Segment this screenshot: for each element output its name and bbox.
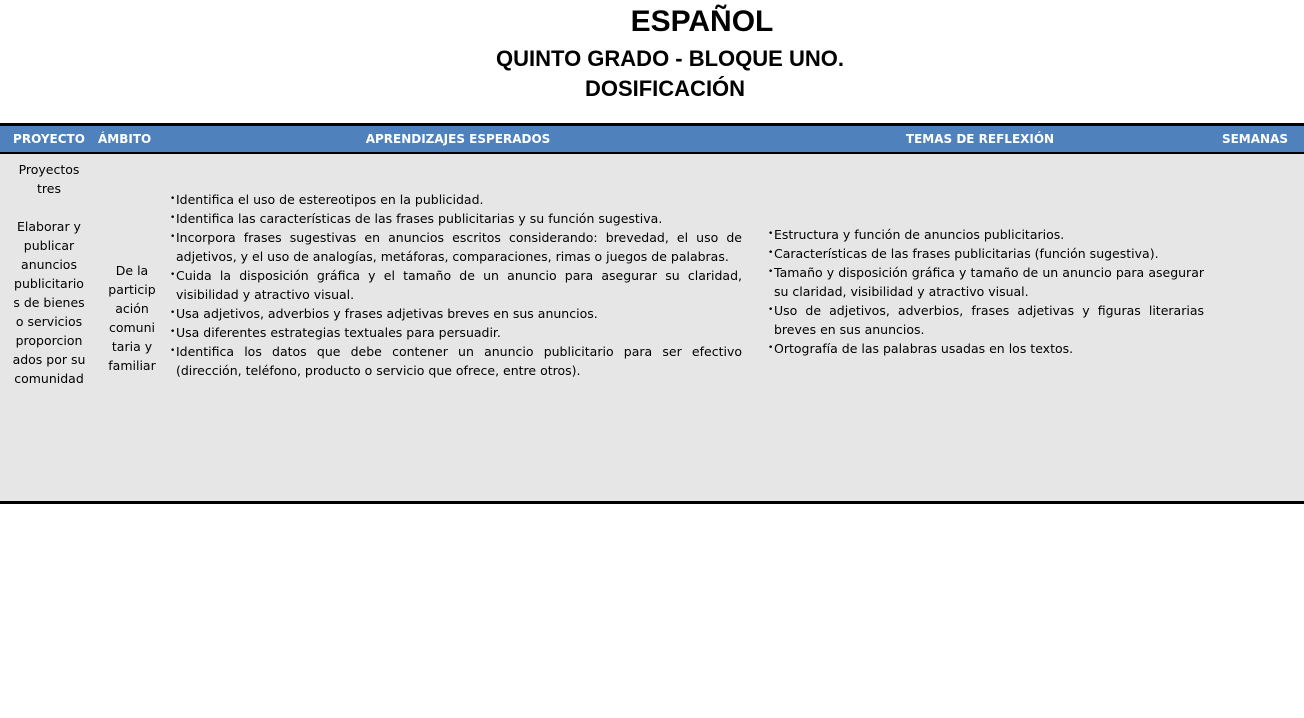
header-aprendizajes: APRENDIZAJES ESPERADOS [166,125,750,154]
cell-proyecto [0,153,98,503]
page-subtitle-2: DOSIFICACIÓN [584,76,746,101]
header-proyecto: PROYECTO [0,125,98,154]
proyecto-line: ados por su [12,352,86,367]
proyecto-line: Proyectos [18,162,80,177]
table-row [0,153,1304,503]
proyecto-line: publicitario [14,276,84,291]
ambito-line: familiar [108,357,156,373]
list-item: • Tamaño y disposición gráfica y tamaño de un anuncio para asegurar su claridad, visibilidad y atractivo visual. [768,263,1204,301]
table-header-row [0,125,1304,154]
header-temas: TEMAS DE REFLEXIÓN [750,125,1210,154]
proyecto-line: o servicios [15,314,83,329]
list-item: • Identifica las características de las frases publicitarias y su función sugestiva. [170,209,742,228]
header-semanas: SEMANAS [1210,125,1304,154]
temas-list [768,225,1204,358]
proyecto-line: comunidad [14,371,84,386]
cell-temas [750,153,1304,503]
page-subtitle: QUINTO GRADO - BLOQUE UNO. [496,46,844,71]
proyecto-line: proporcion [15,333,83,348]
page-title: ESPAÑOL [630,5,774,38]
proyecto-line: publicar [23,238,75,253]
list-item: • Uso de adjetivos, adverbios, frases adjetivas y figuras literarias breves en sus anuncios. [768,301,1204,339]
proyecto-line: s de bienes [13,295,85,310]
list-item: • Estructura y función de anuncios publicitarios. [768,225,1204,244]
cell-ambito [98,153,166,503]
list-item: • Cuida la disposición gráfica y el tamaño de un anuncio para asegurar su claridad, visibilidad y atractivo visual. [170,266,742,304]
list-item: • Ortografía de las palabras usadas en los textos. [768,339,1204,358]
list-item: • Identifica el uso de estereotipos en la publicidad. [170,190,742,209]
list-item: • Identifica los datos que debe contener un anuncio publicitario para ser efectivo (dirección, teléfono, producto o servicio que ofrece, entre otros). [170,342,742,380]
aprendizajes-list [170,190,742,380]
list-item: • Incorpora frases sugestivas en anuncios escritos considerando: brevedad, el uso de adjetivos, y el uso de analogías, metáforas, comparaciones, rimas o juegos de palabras. [170,228,742,266]
ambito-line: ación [115,300,149,316]
list-item: • Usa diferentes estrategias textuales para persuadir. [170,323,742,342]
cell-aprendizajes [166,153,750,503]
ambito-line: comuni [108,319,155,335]
proyecto-line: tres [37,181,61,196]
list-item: • Características de las frases publicitarias (función sugestiva). [768,244,1204,263]
ambito-line: De la [115,262,149,278]
list-item: • Usa adjetivos, adverbios y frases adjetivas breves en sus anuncios. [170,304,742,323]
dosificacion-table [0,123,1304,504]
header-ambito: ÁMBITO [98,125,166,154]
ambito-line: taria y [111,338,153,354]
proyecto-line: anuncios [21,257,77,272]
ambito-line: particip [108,281,156,297]
proyecto-line: Elaborar y [17,219,81,234]
